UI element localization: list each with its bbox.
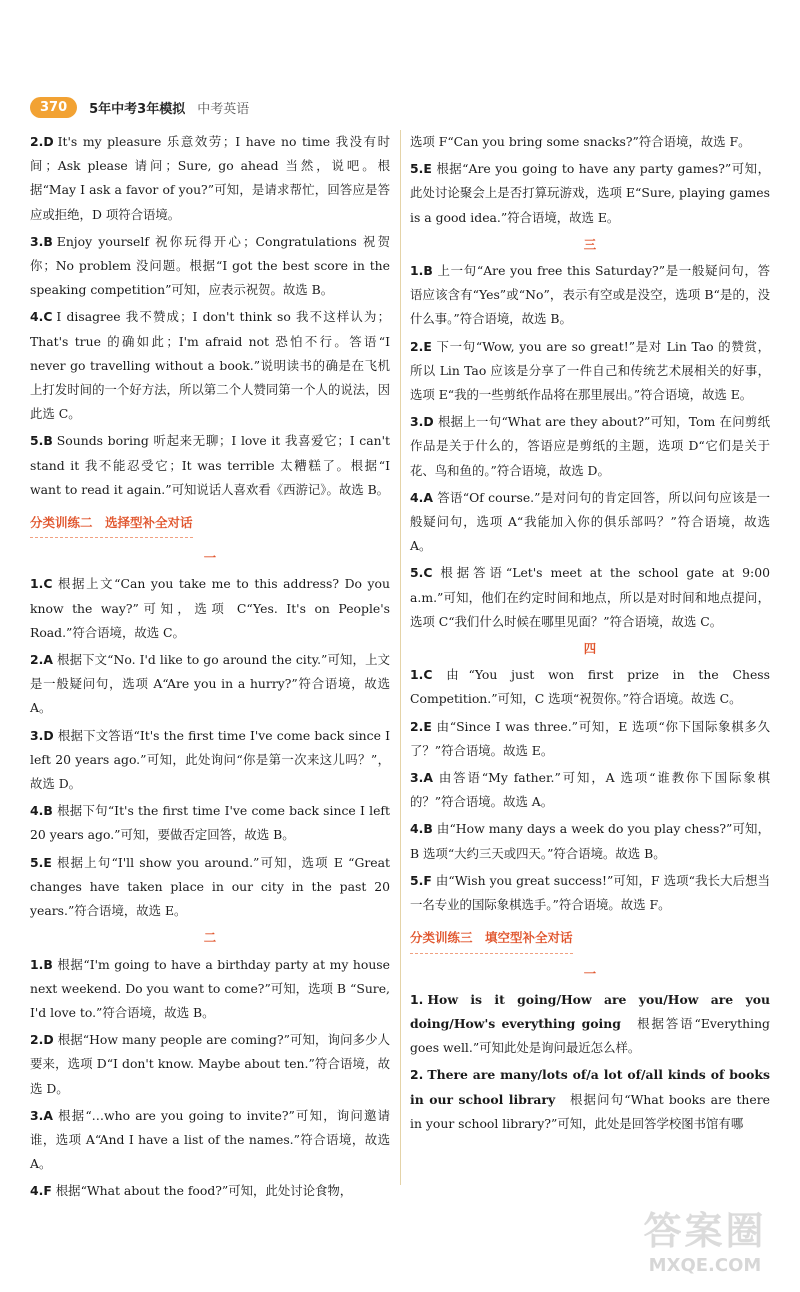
answer-key-text: How is it going/How are you/How are you doing/How's everything going bbox=[410, 991, 770, 1031]
answer-item bbox=[410, 130, 770, 154]
subsection-number: 三 bbox=[583, 236, 597, 252]
answer-explanation: 根据“What about the food?”可知，此处讨论食物， bbox=[55, 1183, 353, 1199]
answer-explanation: 上一句“Are you free this Saturday?”是一般疑问句，答语应该含有“Yes”或“No”，表示有空或是没空，选项 B“是的，没什么事。”符合语境，故选 B。 bbox=[410, 263, 770, 327]
answer-explanation: 根据答语“Everything goes well.”可知此处是询问最近怎么样。 bbox=[410, 1015, 770, 1056]
answer-number: 1. bbox=[410, 991, 424, 1007]
answer-item bbox=[410, 817, 770, 865]
answer-number: 4.B bbox=[30, 803, 53, 819]
answer-explanation: 根据下文答语“It's the first time I've come back since I left 20 years ago.”可知，此处询问“你是第一次来这儿吗？”，故选 D。 bbox=[30, 727, 390, 792]
answer-explanation: It's my pleasure 乐意效劳；I have no time 我没有时间；Ask please 请问；Sure, go ahead 当然，说吧。根据“May I ask a favor of you?”可知，是请求帮忙，回答应是答应或拒绝，D 项符合语境。 bbox=[30, 134, 390, 222]
answer-number: 1.B bbox=[410, 263, 433, 279]
answer-item bbox=[30, 130, 390, 227]
answer-key-text: There are many/lots of/a lot of/all kinds of books in our school library bbox=[410, 1067, 770, 1107]
answer-item bbox=[410, 988, 770, 1061]
answer-explanation: 根据答语“Let's meet at the school gate at 9:00 a.m.”可知，他们在约定时间和地点，所以是对时间和地点提问，选项 C“我们什么时候在哪里见面？”符合语境，故选 C。 bbox=[410, 565, 770, 629]
answer-number: 5.E bbox=[410, 161, 432, 177]
subsection-number: 二 bbox=[203, 930, 217, 946]
answer-item bbox=[410, 766, 770, 814]
answer-number: 1.C bbox=[410, 667, 433, 683]
answer-explanation: Sounds boring 听起来无聊；I love it 我喜爱它；I can't stand it 我不能忍受它；It was terrible 太糟糕了。根据“I want to read it again.”可知说话人喜欢看《西游记》。故选 B。 bbox=[30, 433, 390, 497]
subsection-number: 一 bbox=[203, 550, 217, 566]
watermark-logo-text: 答案圈 bbox=[643, 1209, 767, 1253]
answer-columns bbox=[30, 130, 770, 1199]
answer-number: 1.B bbox=[30, 956, 53, 972]
answer-item bbox=[30, 572, 390, 645]
answer-number: 2. bbox=[410, 1067, 424, 1083]
answer-explanation: 根据上一句“What are they about?”可知，Tom 在问剪纸作品是关于什么的，答语应是剪纸的主题，选项 D“它们是关于花、鸟和鱼的。”符合语境，故选 D。 bbox=[410, 414, 770, 478]
watermark-logo bbox=[620, 1200, 790, 1280]
answer-item bbox=[30, 230, 390, 303]
answer-item bbox=[30, 851, 390, 924]
answer-item bbox=[30, 1179, 390, 1203]
answer-item bbox=[410, 157, 770, 230]
answer-explanation: 根据上句“I'll show you around.”可知，选项 E “Great changes have taken place in our city in the past 20 years.”符合语境，故选 E。 bbox=[30, 854, 390, 919]
answer-number: 5.F bbox=[410, 872, 432, 888]
answer-number: 5.C bbox=[410, 565, 433, 581]
answer-number: 5.E bbox=[30, 854, 52, 870]
answer-item bbox=[30, 724, 390, 797]
book-title: 5年中考3年模拟 bbox=[89, 101, 186, 117]
answer-explanation: 根据“How many people are coming?”可知，询问多少人要来，选项 D“I don't know. Maybe about ten.”符合语境，故选 D。 bbox=[30, 1032, 390, 1096]
answer-explanation: 根据“I'm going to have a birthday party at my house next weekend. Do you want to come?”可知，选项 B “Sure, I'd love to.”符合语境，故选 B。 bbox=[30, 956, 390, 1020]
answer-explanation: 由“Wish you great success!”可知，F 选项“我长大后想当一名专业的国际象棋选手。”符合语境。故选 F。 bbox=[410, 872, 770, 913]
answer-item bbox=[30, 799, 390, 847]
answer-number: 4.F bbox=[30, 1183, 52, 1199]
answer-number: 2.D bbox=[30, 134, 54, 149]
answer-number: 3.D bbox=[410, 414, 434, 430]
page-header bbox=[30, 92, 770, 122]
answer-number: 4.B bbox=[410, 821, 433, 837]
answer-item bbox=[410, 561, 770, 634]
answer-number: 5.B bbox=[30, 433, 53, 449]
answer-item bbox=[410, 410, 770, 483]
answer-item bbox=[30, 305, 390, 426]
answer-number: 3.D bbox=[30, 727, 54, 743]
answer-item bbox=[410, 715, 770, 763]
answer-explanation: Enjoy yourself 祝你玩得开心；Congratulations 祝贺你；No problem 没问题。根据“I got the best score in the speaking competition”可知，应表示祝贺。故选 B。 bbox=[30, 233, 390, 298]
answer-item bbox=[410, 663, 770, 711]
answer-number: 2.D bbox=[30, 1032, 54, 1048]
answer-explanation: 由“Since I was three.”可知，E 选项“你下国际象棋多久了？”符合语境。故选 E。 bbox=[410, 718, 770, 758]
answer-explanation: 由“You just won first prize in the Chess Competition.”可知，C 选项“祝贺你。”符合语境。故选 C。 bbox=[410, 667, 770, 707]
answer-number: 1.C bbox=[30, 576, 53, 592]
answer-explanation: 根据“…who are you going to invite?”可知，询问邀请谁，选项 A“And I have a list of the names.”符合语境，故选 A。 bbox=[30, 1107, 390, 1172]
answer-item bbox=[30, 1028, 390, 1101]
answer-explanation: 根据“Are you going to have any party games?”可知，此处讨论聚会上是否打算玩游戏，选项 E“Sure, playing games is a good idea.”符合语境，故选 E。 bbox=[410, 161, 770, 225]
answer-number: 4.C bbox=[30, 309, 53, 325]
answer-explanation: 根据问句“What books are there in your school library?”可知，此处是回答学校图书馆有哪 bbox=[410, 1091, 770, 1131]
answer-number: 2.A bbox=[30, 652, 53, 668]
answer-explanation: I disagree 我不赞成；I don't think so 我不这样认为；That's true 的确如此；I'm afraid not 恐怕不行。答语“I never go travelling without a book.”说明读书的确是在飞机上打发时间的一个好方法，所以第二个人赞同第一个人的说法，因此选 C。 bbox=[30, 309, 390, 422]
answer-number: 3.B bbox=[30, 233, 53, 249]
answer-item bbox=[410, 1063, 770, 1136]
answer-explanation: 由答语“My father.”可知，A 选项“谁教你下国际象棋的？”符合语境。故选 A。 bbox=[410, 770, 770, 810]
answer-number: 2.E bbox=[410, 338, 432, 354]
answer-number: 2.E bbox=[410, 718, 432, 734]
answer-explanation: 由“How many days a week do you play chess?”可知，B 选项“大约三天或四天。”符合语境。故选 B。 bbox=[410, 821, 770, 861]
answer-item bbox=[30, 1104, 390, 1177]
answer-explanation: 答语“Of course.”是对问句的肯定回答，所以问句应该是一般疑问句，选项 A“我能加入你的俱乐部吗？”符合语境，故选 A。 bbox=[410, 489, 770, 554]
answer-item bbox=[410, 486, 770, 559]
answer-explanation: 根据上文“Can you take me to this address? Do you know the way?”可知，选项 C“Yes. It's on People's Road.”符合语境，故选 C。 bbox=[30, 576, 390, 640]
answer-item bbox=[30, 953, 390, 1026]
subsection-number: 一 bbox=[583, 965, 597, 981]
answer-number: 4.A bbox=[410, 489, 433, 505]
column-divider bbox=[400, 130, 401, 1185]
page-number-badge: 370 bbox=[30, 97, 77, 118]
section-heading: 分类训练二 选择型补全对话 bbox=[30, 511, 193, 538]
answer-number: 3.A bbox=[410, 770, 433, 786]
subject-label: 中考英语 bbox=[197, 101, 250, 117]
answer-item bbox=[30, 429, 390, 502]
left-column bbox=[30, 130, 390, 1199]
right-column bbox=[410, 130, 770, 1185]
answer-explanation: 下一句“Wow, you are so great!”是对 Lin Tao 的赞赏，所以 Lin Tao 应该是分享了一件自己和传统艺术展相关的好事，选项 E“我的一些剪纸作品将在那里展出。”符合语境，故选 E。 bbox=[410, 338, 770, 403]
section-heading: 分类训练三 填空型补全对话 bbox=[410, 926, 573, 953]
answer-item bbox=[410, 259, 770, 332]
answer-explanation: 根据下句“It's the first time I've come back since I left 20 years ago.”可知，要做否定回答，故选 B。 bbox=[30, 803, 390, 843]
answer-item bbox=[30, 648, 390, 721]
answer-explanation: 选项 F“Can you bring some snacks?”符合语境，故选 F。 bbox=[410, 134, 751, 149]
answer-item bbox=[410, 869, 770, 917]
answer-item bbox=[410, 335, 770, 408]
answer-number: 3.A bbox=[30, 1107, 53, 1123]
watermark-url: MXQE.COM bbox=[648, 1255, 762, 1276]
subsection-number: 四 bbox=[583, 641, 597, 657]
answer-explanation: 根据下文“No. I'd like to go around the city.”可知，上文是一般疑问句，选项 A“Are you in a hurry?”符合语境，故选 A。 bbox=[30, 652, 390, 716]
